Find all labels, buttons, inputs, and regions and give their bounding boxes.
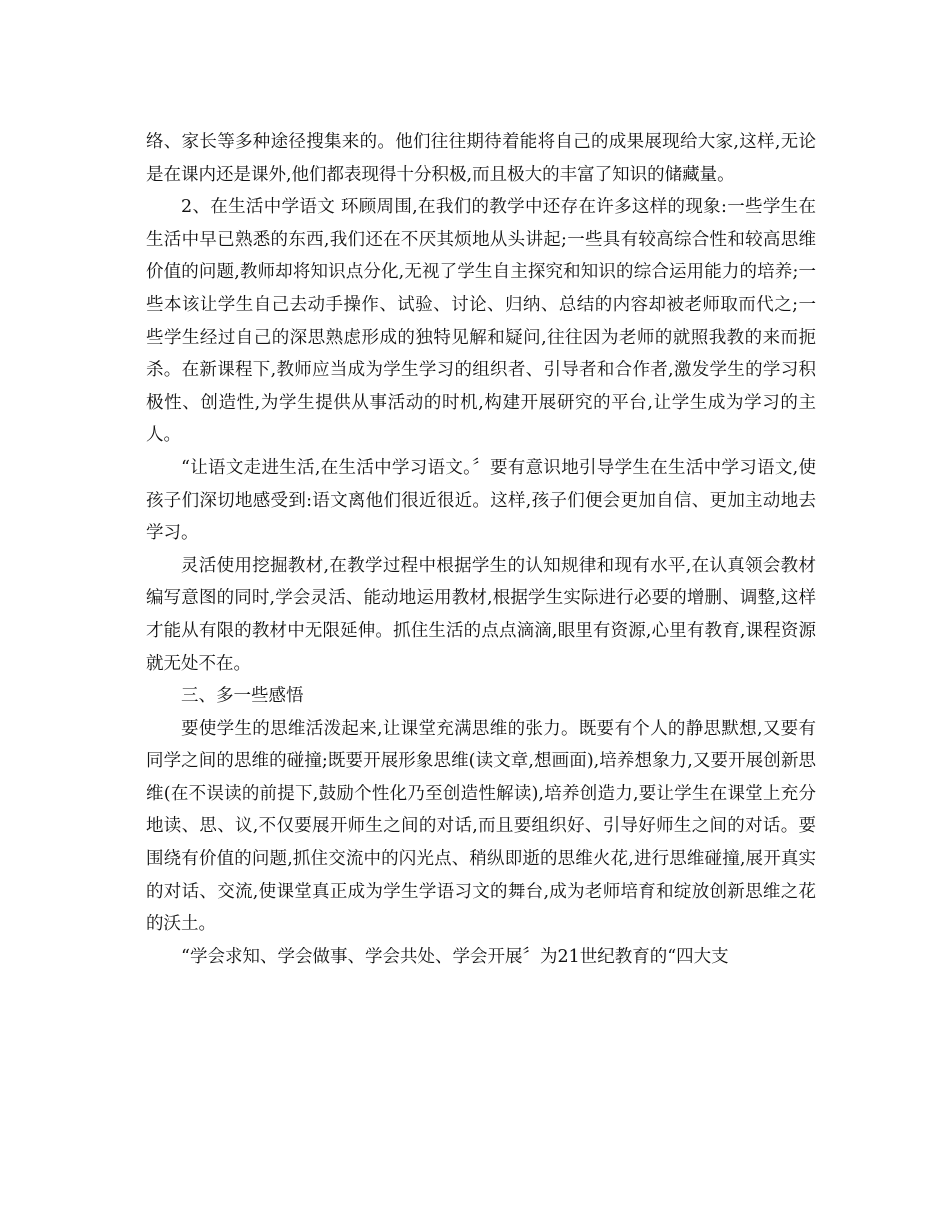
paragraph-quote-life: “让语文走进生活,在生活中学习语文。〞要有意识地引导学生在生活中学习语文,使孩子们深切地感受到:语文离他们很近很近。这样,孩子们便会更加自信、更加主动地去学习。: [146, 457, 816, 544]
paragraph-textbook-use: 灵活使用挖掘教材,在教学过程中根据学生的认知规律和现有水平,在认真领会教材编写意图的同时,学会灵活、能动地运用教材,根据学生实际进行必要的增删、调整,这样才能从有限的教材中无限延伸。抓住生活的点点滴滴,眼里有资源,心里有教育,课程资源就无处不在。: [146, 555, 816, 674]
section-heading: 三、多一些感悟: [181, 686, 304, 707]
paragraph-life-chinese: 2、在生活中学语文 环顾周围,在我们的教学中还存在许多这样的现象:一些学生在生活中早已熟悉的东西,我们还在不厌其烦地从头讲起;一些具有较高综合性和较高思维价值的问题,教师却将知识点分化,无视了学生自主探究和知识的综合运用能力的培养;一些本该让学生自己去动手操作、试验、讨论、归纳、总结的内容却被老师取而代之;一些学生经过自己的深思熟虑形成的独特见解和疑问,往往因为老师的就照我教的来而扼杀。在新课程下,教师应当成为学生学习的组织者、引导者和合作者,激发学生的学习积极性、创造性,为学生提供从事活动的时机,构建开展研究的平台,让学生成为学习的主人。: [146, 197, 816, 446]
paragraph-thinking: 要使学生的思维活泼起来,让课堂充满思维的张力。既要有个人的静思默想,又要有同学之间的思维的碰撞;既要开展形象思维(读文章,想画面),培养想象力,又要开展创新思维(在不误读的前提下,鼓励个性化乃至创造性解读),培养创造力,要让学生在课堂上充分地读、思、议,不仅要展开师生之间的对话,而且要组织好、引导好师生之间的对话。要围绕有价值的问题,抓住交流中的闪光点、稍纵即逝的思维火花,进行思维碰撞,展开真实的对话、交流,使课堂真正成为学生学语习文的舞台,成为老师培育和绽放创新思维之花的沃土。: [146, 718, 816, 935]
paragraph-four-pillars: “学会求知、学会做事、学会共处、学会开展〞为21世纪教育的“四大支: [181, 946, 729, 967]
paragraph-continuation: 络、家长等多种途径搜集来的。他们往往期待着能将自己的成果展现给大家,这样,无论是在课内还是课外,他们都表现得十分积极,而且极大的丰富了知识的储藏量。: [146, 132, 816, 185]
document-body: [146, 126, 816, 973]
